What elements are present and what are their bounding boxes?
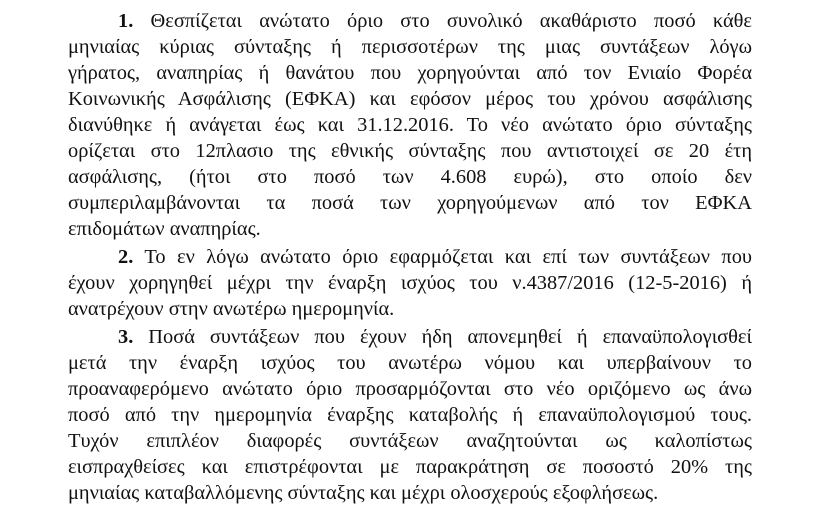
paragraph-3-number: 3. bbox=[118, 326, 134, 348]
paragraph-1-line-3: γήρατος, αναπηρίας ή θανάτου που χορηγούνται από τον Ενιαίο Φορέα bbox=[68, 62, 752, 84]
paragraph-1-line-8: συμπεριλαμβάνονται τα ποσά των χορηγούμενων από τον ΕΦΚΑ bbox=[68, 192, 752, 214]
paragraph-2-line-1 bbox=[118, 244, 752, 270]
paragraph-3-line-2: μετά την έναρξη ισχύος του ανωτέρω νόμου και υπερβαίνουν το bbox=[68, 352, 752, 374]
paragraph-3-line-1-text: Ποσά συντάξεων που έχουν ήδη απονεμηθεί ή επαναϋπολογισθεί bbox=[148, 326, 752, 348]
paragraph-3-line-5: Τυχόν επιπλέον διαφορές συντάξεων αναζητούνται ως καλοπίστως bbox=[68, 430, 752, 452]
paragraph-3-line-7: μηνιαίας καταβαλλόμενης σύνταξης και μέχρι ολοσχερούς εξοφλήσεως. bbox=[68, 482, 659, 504]
paragraph-3-line-3: προαναφερόμενο ανώτατο όριο προσαρμόζονται στο νέο οριζόμενο ως άνω bbox=[68, 378, 752, 400]
paragraph-1-line-9: επιδομάτων αναπηρίας. bbox=[68, 218, 261, 240]
paragraph-3-line-6: εισπραχθείσες και επιστρέφονται με παρακράτηση σε ποσοστό 20% της bbox=[68, 456, 752, 478]
paragraph-1-line-6: ορίζεται στο 12πλασιο της εθνικής σύνταξης που αντιστοιχεί σε 20 έτη bbox=[68, 140, 752, 162]
paragraph-1-line-5: διανύθηκε ή ανάγεται έως και 31.12.2016. Το νέο ανώτατο όριο σύνταξης bbox=[68, 114, 752, 136]
paragraph-1-line-1 bbox=[118, 8, 752, 34]
paragraph-1-line-4: Κοινωνικής Ασφάλισης (ΕΦΚΑ) και εφόσον μέρος του χρόνου ασφάλισης bbox=[68, 88, 752, 110]
paragraph-3-line-1 bbox=[118, 324, 752, 350]
paragraph-1-line-2: μηνιαίας κύριας σύνταξης ή περισσοτέρων της μιας συντάξεων λόγω bbox=[68, 36, 752, 58]
paragraph-2-number: 2. bbox=[118, 246, 134, 268]
paragraph-1-line-1-text: Θεσπίζεται ανώτατο όριο στο συνολικό ακαθάριστο ποσό κάθε bbox=[150, 10, 752, 32]
paragraph-1-line-7: ασφάλισης, (ήτοι στο ποσό των 4.608 ευρώ), στο οποίο δεν bbox=[68, 166, 752, 188]
paragraph-3-line-4: ποσό από την ημερομηνία έναρξης καταβολής ή επαναϋπολογισμού τους. bbox=[68, 404, 752, 426]
paragraph-1-number: 1. bbox=[118, 10, 134, 32]
paragraph-2-line-3: ανατρέχουν στην ανωτέρω ημερομηνία. bbox=[68, 298, 395, 320]
paragraph-2-line-2: έχουν χορηγηθεί μέχρι την έναρξη ισχύος του ν.4387/2016 (12-5-2016) ή bbox=[68, 272, 752, 294]
paragraph-2-line-1-text: Το εν λόγω ανώτατο όριο εφαρμόζεται και επί των συντάξεων που bbox=[144, 246, 752, 268]
